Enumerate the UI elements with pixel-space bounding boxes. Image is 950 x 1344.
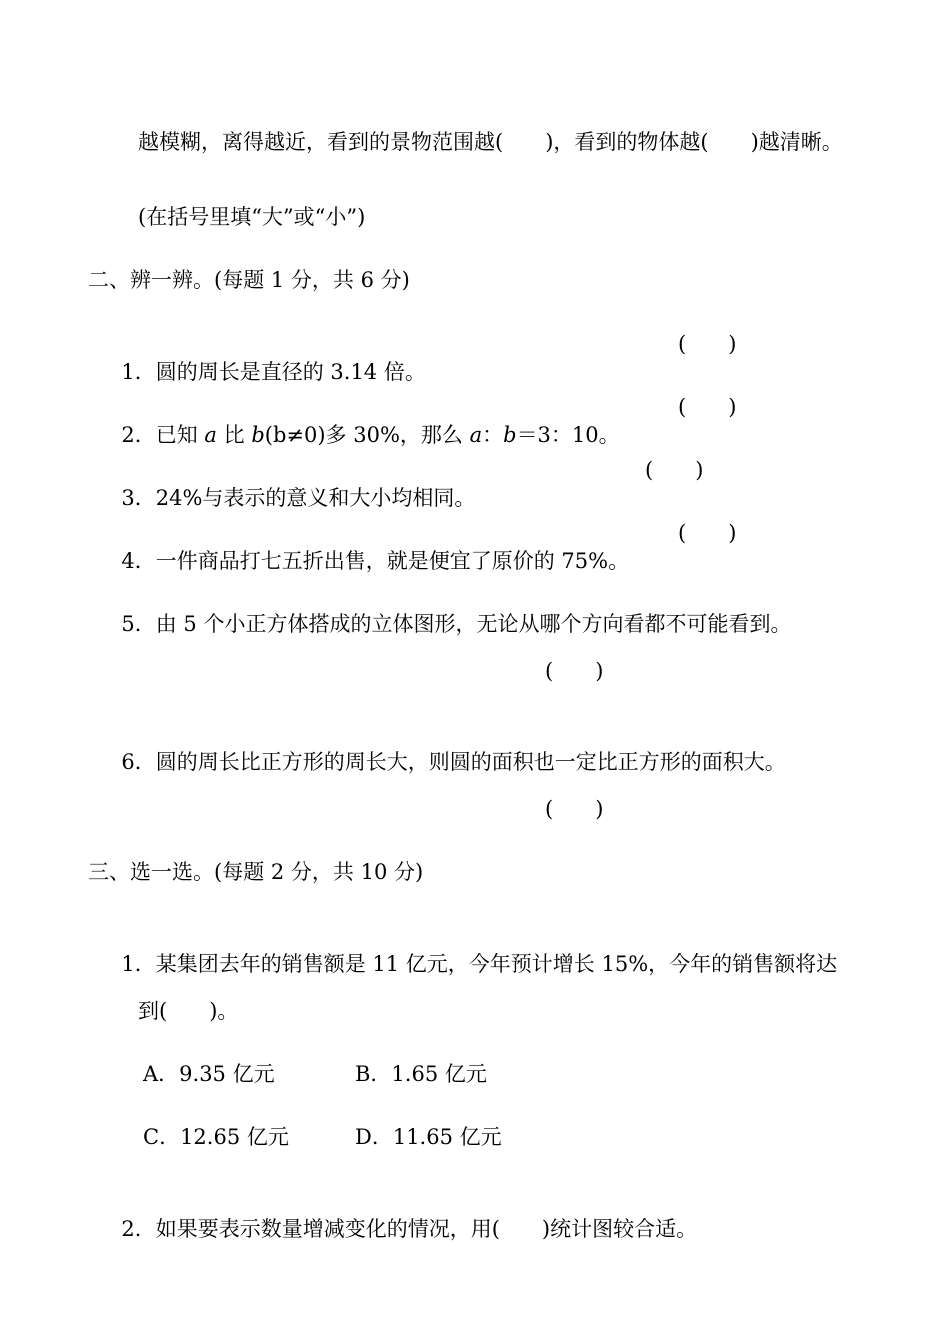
s2-q3-answer-blank[interactable]: ( ): [645, 458, 704, 482]
s3-q2-number: 2．: [121, 1217, 156, 1241]
s2-q5-answer-blank[interactable]: ( ): [545, 659, 604, 683]
s2-q2-text-part: ＝3：10。: [516, 423, 620, 447]
s3-q1-text: 某集团去年的销售额是 11 亿元，今年预计增长 15%，今年的销售额将达: [155, 952, 838, 976]
s2-q1: [108, 330, 426, 386]
s2-q2-number: 2．: [121, 423, 156, 447]
continuation-line-2: (在括号里填“大”或“小”): [138, 205, 366, 229]
s2-q3-text: 24%与表示的意义和大小均相同。: [155, 486, 476, 510]
s3-q1-option-d[interactable]: D．11.65 亿元: [355, 1125, 502, 1149]
s3-q1-option-b[interactable]: B．1.65 亿元: [355, 1062, 487, 1086]
s2-q2-text-part: (b≠0)多 30%，那么: [264, 423, 470, 447]
s3-q1-line-1: [108, 922, 837, 978]
s2-q1-answer-blank[interactable]: ( ): [678, 332, 737, 356]
s2-q2-text-part: ：: [482, 423, 504, 447]
s2-q2-text-part: 已知: [155, 423, 205, 447]
s2-q2: [108, 393, 620, 449]
s2-q6-text: 圆的周长比正方形的周长大，则圆的面积也一定比正方形的面积大。: [155, 750, 786, 774]
s2-q1-text: 圆的周长是直径的 3.14 倍。: [155, 360, 426, 384]
s2-q5-text: 由 5 个小正方体搭成的立体图形，无论从哪个方向看都不可能看到。: [155, 612, 792, 636]
s2-q2-var-b: b: [503, 423, 517, 447]
s2-q6: [108, 720, 786, 776]
s2-q1-number: 1．: [121, 360, 156, 384]
s2-q2-text-part: 比: [216, 423, 252, 447]
s3-q1-number: 1．: [121, 952, 156, 976]
section-2-heading: 二、辨一辨。(每题 1 分，共 6 分): [88, 268, 410, 292]
section-3-heading: 三、选一选。(每题 2 分，共 10 分): [88, 860, 424, 884]
s3-q1-line-2: 到( )。: [138, 999, 239, 1023]
s2-q4: [108, 519, 629, 575]
s2-q4-number: 4．: [121, 549, 156, 573]
s2-q6-number: 6．: [121, 750, 156, 774]
s2-q2-answer-blank[interactable]: ( ): [678, 395, 737, 419]
continuation-line-1: 越模糊，离得越近，看到的景物范围越( )，看到的物体越( )越清晰。: [138, 130, 843, 154]
s3-q1-option-a[interactable]: A．9.35 亿元: [143, 1062, 275, 1086]
s2-q6-answer-blank[interactable]: ( ): [545, 797, 604, 821]
s3-q2: [108, 1187, 697, 1243]
s3-q1-option-c[interactable]: C．12.65 亿元: [143, 1125, 289, 1149]
s2-q5: [108, 582, 791, 638]
s2-q2-var-a: a: [469, 423, 483, 447]
s2-q5-number: 5．: [121, 612, 156, 636]
s2-q4-answer-blank[interactable]: ( ): [678, 521, 737, 545]
s2-q4-text: 一件商品打七五折出售，就是便宜了原价的 75%。: [155, 549, 630, 573]
s2-q3-number: 3．: [121, 486, 156, 510]
s2-q3: [108, 456, 475, 512]
s2-q2-var-a: a: [204, 423, 217, 447]
s2-q2-var-b: b: [251, 423, 265, 447]
s3-q2-text: 如果要表示数量增减变化的情况，用( )统计图较合适。: [155, 1217, 698, 1241]
